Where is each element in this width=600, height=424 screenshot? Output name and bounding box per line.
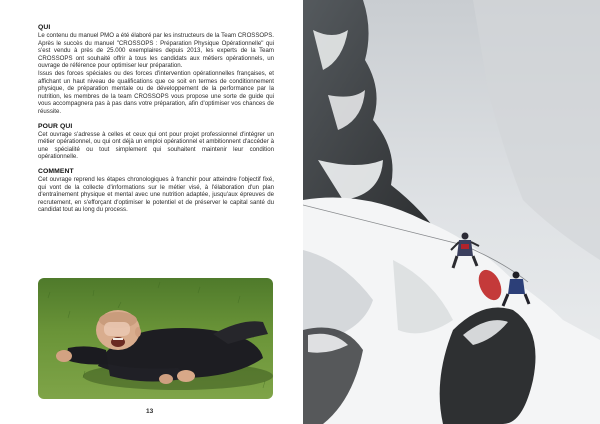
section-heading: COMMENT (38, 167, 74, 175)
section-pour-qui (38, 123, 274, 161)
climbers-on-snowy-ridge-photo (303, 0, 600, 424)
section-gap (38, 116, 274, 123)
mountain-photo-illustration (303, 0, 600, 424)
section-heading: QUI (38, 24, 51, 31)
section-paragraph: Issus des forces spéciales ou des forces d'intervention opérationnelles françaises, et affichant un haut niveau de qualifications que ce soit en termes de conditionnement physique, de préparation mentale ou de développement de la performance par la nutrition, les membres de la team CROSSOPS vous propose une sorte de guide qui vous accompagnera pas à pas dans votre préparation, afin d'optimiser vos chances de réussite. (38, 69, 274, 115)
section-qui (38, 24, 274, 116)
section-gap (38, 161, 274, 168)
section-heading: POUR QUI (38, 122, 73, 130)
section-comment (38, 168, 274, 214)
man-crawling-on-grass-photo (38, 278, 273, 399)
section-paragraph: Le contenu du manuel PMO a été élaboré par les instructeurs de la Team CROSSOPS. Après le succès du manuel "CROSSOPS : Préparation Physique Opérationnelle" qui s'est vendu à près de 25.000 exemplaires depuis 2013, les experts de la Team CROSSOPS ont souhaité offrir à tous les candidats aux métiers opérationnels, un ouvrage de référence pour optimiser leur préparation. (38, 32, 274, 70)
text-column (38, 24, 274, 214)
section-paragraph: Cet ouvrage reprend les étapes chronologiques à franchir pour atteindre l'objectif fixé, qui vont de la collecte d'informations sur le métier visé, à l'élaboration d'un plan d'entraînement physique et mental avec une nutrition adaptée, jusqu'aux épreuves de recrutement, en s'efforçant d'optimiser le potentiel et de préserver le capital santé du candidat tout au long du process. (38, 175, 274, 214)
training-photo-illustration (38, 278, 273, 399)
section-paragraph: Cet ouvrage s'adresse à celles et ceux qui ont pour projet professionnel d'intégrer un métier opérationnel, ou qui ont déjà un emploi opérationnel et ambitionnent d'accéder à une spécialité ou tout simplement qui souhaitent maintenir leur condition opérationnelle. (38, 130, 274, 161)
page-number: 13 (146, 408, 154, 415)
